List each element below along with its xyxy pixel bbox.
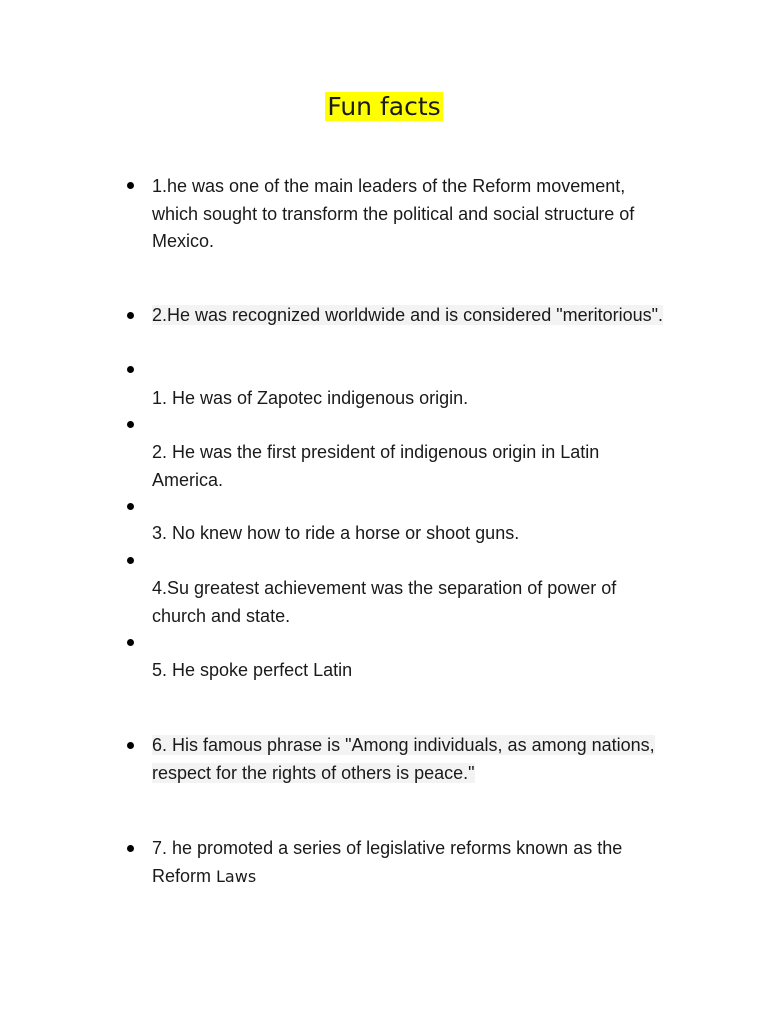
bullet-marker: [127, 639, 137, 649]
list-item-text: 1.he was one of the main leaders of the Reform movement, which sought to transform the political and social structure of Mexico.: [152, 176, 635, 251]
bullet-marker: [127, 557, 137, 567]
list-item-text: 2. He was the first president of indigenous origin in Latin America.: [152, 442, 600, 490]
list-item-text: 5. He spoke perfect Latin: [152, 660, 353, 680]
bullet-marker: [127, 503, 137, 513]
list-item-text: 4.Su greatest achievement was the separation of power of church and state.: [152, 578, 617, 626]
list-item-text: 1. He was of Zapotec indigenous origin.: [152, 388, 469, 408]
list-item-text: 7. he promoted a series of legislative reforms known as the Reform Laws: [152, 838, 623, 886]
title-highlight: Fun facts: [327, 92, 441, 121]
bullet-marker: [127, 421, 137, 431]
page-title: [0, 89, 768, 125]
bullet-marker: [127, 312, 137, 322]
list-item-text: 6. His famous phrase is "Among individuals, as among nations, respect for the rights of others is peace.": [152, 735, 655, 783]
bullet-marker: [127, 742, 137, 752]
bullet-marker: [127, 182, 137, 192]
bullet-marker: [127, 845, 137, 855]
list-item-text: 2.He was recognized worldwide and is considered "meritorious".: [152, 305, 664, 325]
list-item-text: 3. No knew how to ride a horse or shoot guns.: [152, 523, 520, 543]
bullet-marker: [127, 366, 137, 376]
